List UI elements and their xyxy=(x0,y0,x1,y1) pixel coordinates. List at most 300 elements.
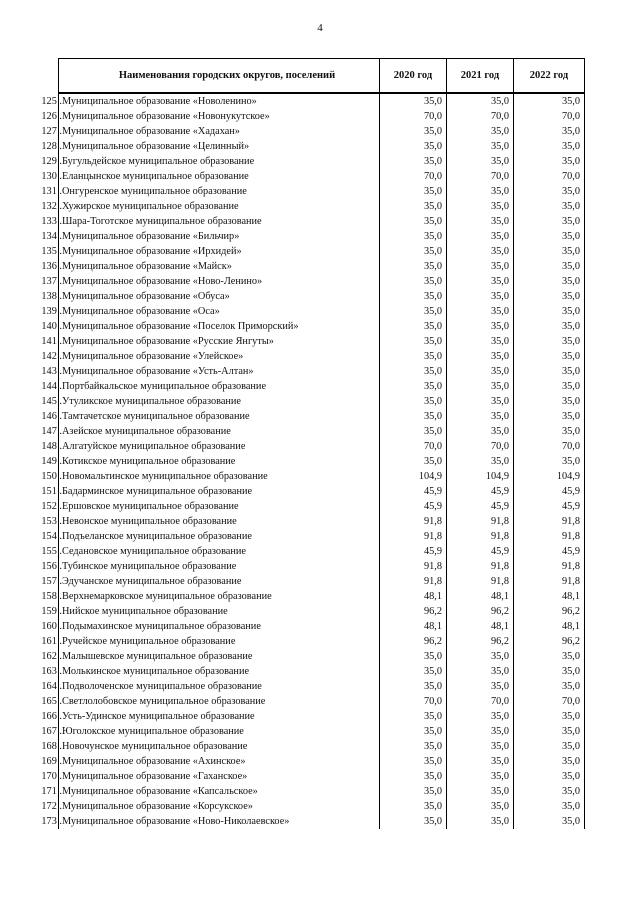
value-2022: 70,0 xyxy=(514,439,585,454)
row-name-cell xyxy=(41,724,380,739)
value-2020: 104,9 xyxy=(380,469,447,484)
value-2022: 35,0 xyxy=(514,334,585,349)
value-2021: 91,8 xyxy=(447,514,514,529)
table-row xyxy=(59,184,585,199)
value-2020: 35,0 xyxy=(380,229,447,244)
row-number: 142 . xyxy=(41,351,62,362)
row-name-cell xyxy=(41,544,380,559)
table-row xyxy=(59,649,585,664)
table-row xyxy=(59,559,585,574)
row-number: 126 . xyxy=(41,111,62,122)
value-2022: 45,9 xyxy=(514,484,585,499)
row-number: 148 . xyxy=(41,441,62,452)
municipality-name: Муниципальное образование «Хадахан» xyxy=(62,126,240,137)
value-2021: 35,0 xyxy=(447,93,514,109)
value-2022: 35,0 xyxy=(514,379,585,394)
value-2022: 35,0 xyxy=(514,244,585,259)
value-2021: 70,0 xyxy=(447,439,514,454)
municipality-name: Муниципальное образование «Бильчир» xyxy=(62,231,240,242)
value-2020: 35,0 xyxy=(380,409,447,424)
column-header-2020: 2020 год xyxy=(380,59,447,94)
value-2022: 35,0 xyxy=(514,679,585,694)
row-name-cell xyxy=(41,529,380,544)
table-row xyxy=(59,229,585,244)
value-2021: 35,0 xyxy=(447,229,514,244)
value-2022: 35,0 xyxy=(514,259,585,274)
value-2021: 35,0 xyxy=(447,769,514,784)
value-2022: 35,0 xyxy=(514,184,585,199)
value-2022: 35,0 xyxy=(514,424,585,439)
value-2021: 35,0 xyxy=(447,784,514,799)
value-2022: 35,0 xyxy=(514,784,585,799)
municipality-name: Еланцынское муниципальное образование xyxy=(62,171,249,182)
value-2020: 35,0 xyxy=(380,679,447,694)
row-number: 147 . xyxy=(41,426,62,437)
row-name-cell xyxy=(41,214,380,229)
row-name-cell xyxy=(41,754,380,769)
row-name-cell xyxy=(41,814,380,829)
municipality-name: Муниципальное образование «Поселок Приморский» xyxy=(62,321,299,332)
table-header-row xyxy=(59,59,585,94)
value-2022: 35,0 xyxy=(514,754,585,769)
municipality-name: Подымахинское муниципальное образование xyxy=(62,621,261,632)
value-2021: 35,0 xyxy=(447,289,514,304)
row-name-cell xyxy=(41,799,380,814)
value-2021: 35,0 xyxy=(447,124,514,139)
value-2022: 35,0 xyxy=(514,709,585,724)
value-2021: 35,0 xyxy=(447,679,514,694)
value-2021: 91,8 xyxy=(447,574,514,589)
row-number: 167 . xyxy=(41,726,62,737)
value-2020: 35,0 xyxy=(380,244,447,259)
value-2021: 35,0 xyxy=(447,649,514,664)
municipality-name: Муниципальное образование «Новонукутское» xyxy=(62,111,270,122)
table-row xyxy=(59,139,585,154)
value-2020: 35,0 xyxy=(380,424,447,439)
row-number: 133 . xyxy=(41,216,62,227)
municipality-name: Тубинское муниципальное образование xyxy=(62,561,237,572)
municipality-name: Бадарминское муниципальное образование xyxy=(62,486,253,497)
row-name-cell xyxy=(41,709,380,724)
value-2020: 35,0 xyxy=(380,454,447,469)
value-2022: 35,0 xyxy=(514,739,585,754)
value-2020: 35,0 xyxy=(380,274,447,289)
value-2020: 35,0 xyxy=(380,739,447,754)
value-2022: 35,0 xyxy=(514,229,585,244)
municipality-name: Невонское муниципальное образование xyxy=(62,516,237,527)
value-2021: 45,9 xyxy=(447,484,514,499)
table-row xyxy=(59,739,585,754)
row-number: 127 . xyxy=(41,126,62,137)
value-2020: 35,0 xyxy=(380,769,447,784)
value-2022: 35,0 xyxy=(514,454,585,469)
value-2020: 35,0 xyxy=(380,784,447,799)
row-name-cell xyxy=(41,664,380,679)
value-2020: 35,0 xyxy=(380,259,447,274)
value-2022: 35,0 xyxy=(514,799,585,814)
row-number: 138 . xyxy=(41,291,62,302)
row-number: 140 . xyxy=(41,321,62,332)
value-2021: 91,8 xyxy=(447,529,514,544)
value-2022: 91,8 xyxy=(514,559,585,574)
value-2021: 35,0 xyxy=(447,379,514,394)
value-2021: 91,8 xyxy=(447,559,514,574)
table-row xyxy=(59,679,585,694)
value-2020: 96,2 xyxy=(380,604,447,619)
row-number: 143 . xyxy=(41,366,62,377)
municipality-name: Шара-Тоготское муниципальное образование xyxy=(62,216,262,227)
value-2020: 70,0 xyxy=(380,169,447,184)
value-2021: 70,0 xyxy=(447,169,514,184)
row-name-cell xyxy=(41,349,380,364)
municipality-name: Нийское муниципальное образование xyxy=(62,606,228,617)
value-2022: 35,0 xyxy=(514,289,585,304)
municipality-name: Утуликское муниципальное образование xyxy=(62,396,242,407)
municipality-name: Муниципальное образование «Усть-Алтан» xyxy=(62,366,254,377)
value-2020: 45,9 xyxy=(380,499,447,514)
row-name-cell xyxy=(41,574,380,589)
value-2020: 35,0 xyxy=(380,93,447,109)
municipality-name: Муниципальное образование «Гаханское» xyxy=(62,771,248,782)
municipality-name: Муниципальное образование «Русские Янгуты» xyxy=(62,336,274,347)
row-number: 154 . xyxy=(41,531,62,542)
value-2020: 35,0 xyxy=(380,334,447,349)
table-row xyxy=(59,379,585,394)
value-2022: 70,0 xyxy=(514,694,585,709)
value-2022: 48,1 xyxy=(514,589,585,604)
row-number: 153 . xyxy=(41,516,62,527)
table-row xyxy=(59,124,585,139)
value-2021: 48,1 xyxy=(447,619,514,634)
value-2020: 91,8 xyxy=(380,514,447,529)
value-2020: 35,0 xyxy=(380,139,447,154)
table-row xyxy=(59,349,585,364)
table-row xyxy=(59,199,585,214)
table-row xyxy=(59,259,585,274)
value-2020: 35,0 xyxy=(380,124,447,139)
table-row xyxy=(59,469,585,484)
municipality-name: Алгатуйское муниципальное образование xyxy=(62,441,246,452)
value-2022: 35,0 xyxy=(514,649,585,664)
table-row xyxy=(59,799,585,814)
municipality-name: Муниципальное образование «Улейское» xyxy=(62,351,244,362)
row-number: 161 . xyxy=(41,636,62,647)
table-row xyxy=(59,109,585,124)
row-number: 159 . xyxy=(41,606,62,617)
row-number: 173 . xyxy=(41,816,62,827)
value-2020: 48,1 xyxy=(380,589,447,604)
value-2022: 35,0 xyxy=(514,664,585,679)
value-2022: 35,0 xyxy=(514,319,585,334)
value-2022: 35,0 xyxy=(514,124,585,139)
value-2022: 35,0 xyxy=(514,154,585,169)
row-name-cell xyxy=(41,154,380,169)
table-row xyxy=(59,499,585,514)
value-2022: 96,2 xyxy=(514,634,585,649)
table-row xyxy=(59,664,585,679)
row-number: 157 . xyxy=(41,576,62,587)
value-2020: 35,0 xyxy=(380,304,447,319)
row-name-cell xyxy=(41,469,380,484)
municipality-name: Муниципальное образование «Новоленино» xyxy=(62,96,257,107)
value-2022: 70,0 xyxy=(514,169,585,184)
row-number: 162 . xyxy=(41,651,62,662)
municipality-name: Подъеланское муниципальное образование xyxy=(62,531,252,542)
value-2020: 35,0 xyxy=(380,709,447,724)
municipality-name: Муниципальное образование «Оса» xyxy=(62,306,220,317)
municipality-name: Муниципальное образование «Ново-Николаевское» xyxy=(62,816,290,827)
value-2020: 96,2 xyxy=(380,634,447,649)
row-name-cell xyxy=(41,244,380,259)
value-2021: 35,0 xyxy=(447,154,514,169)
row-name-cell xyxy=(41,514,380,529)
row-name-cell xyxy=(41,139,380,154)
value-2022: 35,0 xyxy=(514,364,585,379)
value-2022: 35,0 xyxy=(514,304,585,319)
municipality-name: Бугульдейское муниципальное образование xyxy=(62,156,255,167)
value-2022: 104,9 xyxy=(514,469,585,484)
value-2020: 35,0 xyxy=(380,379,447,394)
row-name-cell xyxy=(41,769,380,784)
municipality-name: Подволоченское муниципальное образование xyxy=(62,681,262,692)
table-row xyxy=(59,409,585,424)
municipality-name: Муниципальное образование «Ново-Ленино» xyxy=(62,276,263,287)
table-row xyxy=(59,529,585,544)
value-2021: 35,0 xyxy=(447,424,514,439)
row-number: 169 . xyxy=(41,756,62,767)
value-2022: 35,0 xyxy=(514,394,585,409)
row-name-cell xyxy=(41,604,380,619)
row-number: 164 . xyxy=(41,681,62,692)
value-2021: 35,0 xyxy=(447,139,514,154)
table-row xyxy=(59,439,585,454)
table-row xyxy=(59,334,585,349)
municipality-name: Усть-Удинское муниципальное образование xyxy=(62,711,255,722)
municipality-name: Седановское муниципальное образование xyxy=(62,546,246,557)
table-row xyxy=(59,424,585,439)
value-2021: 96,2 xyxy=(447,604,514,619)
row-number: 171 . xyxy=(41,786,62,797)
value-2021: 96,2 xyxy=(447,634,514,649)
row-number: 130 . xyxy=(41,171,62,182)
value-2021: 35,0 xyxy=(447,664,514,679)
table-row xyxy=(59,289,585,304)
value-2022: 35,0 xyxy=(514,814,585,829)
table-row xyxy=(59,394,585,409)
table-row xyxy=(59,619,585,634)
table-row xyxy=(59,694,585,709)
row-name-cell xyxy=(41,304,380,319)
allocation-table xyxy=(41,58,585,829)
value-2021: 45,9 xyxy=(447,544,514,559)
municipality-name: Новомальтинское муниципальное образование xyxy=(62,471,268,482)
municipality-name: Муниципальное образование «Ахинское» xyxy=(62,756,246,767)
table-row xyxy=(59,274,585,289)
value-2021: 35,0 xyxy=(447,319,514,334)
value-2020: 35,0 xyxy=(380,349,447,364)
row-number: 150 . xyxy=(41,471,62,482)
row-name-cell xyxy=(41,784,380,799)
table-row xyxy=(59,709,585,724)
row-name-cell xyxy=(41,409,380,424)
row-number: 135 . xyxy=(41,246,62,257)
value-2022: 35,0 xyxy=(514,93,585,109)
table-row xyxy=(59,784,585,799)
value-2021: 35,0 xyxy=(447,259,514,274)
value-2022: 96,2 xyxy=(514,604,585,619)
table-row xyxy=(59,319,585,334)
column-header-2022: 2022 год xyxy=(514,59,585,94)
row-name-cell xyxy=(41,169,380,184)
value-2020: 35,0 xyxy=(380,394,447,409)
table-row xyxy=(59,93,585,109)
row-name-cell xyxy=(41,619,380,634)
municipality-name: Верхнемарковское муниципальное образование xyxy=(62,591,272,602)
municipality-name: Ершовское муниципальное образование xyxy=(62,501,239,512)
municipality-name: Портбайкальское муниципальное образование xyxy=(62,381,267,392)
value-2020: 35,0 xyxy=(380,214,447,229)
value-2021: 35,0 xyxy=(447,799,514,814)
page-number: 4 xyxy=(317,22,323,34)
table-row xyxy=(59,169,585,184)
value-2020: 35,0 xyxy=(380,199,447,214)
row-number: 151 . xyxy=(41,486,62,497)
row-number: 149 . xyxy=(41,456,62,467)
municipality-name: Муниципальное образование «Обуса» xyxy=(62,291,230,302)
value-2021: 35,0 xyxy=(447,214,514,229)
municipality-name: Муниципальное образование «Целинный» xyxy=(62,141,250,152)
value-2022: 35,0 xyxy=(514,139,585,154)
municipality-name: Юголокское муниципальное образование xyxy=(62,726,244,737)
value-2022: 35,0 xyxy=(514,274,585,289)
value-2022: 91,8 xyxy=(514,529,585,544)
value-2021: 35,0 xyxy=(447,364,514,379)
row-number: 132 . xyxy=(41,201,62,212)
municipality-name: Муниципальное образование «Капсальское» xyxy=(62,786,258,797)
column-header-2021: 2021 год xyxy=(447,59,514,94)
value-2022: 35,0 xyxy=(514,724,585,739)
value-2020: 35,0 xyxy=(380,289,447,304)
municipality-name: Светлолобовское муниципальное образование xyxy=(62,696,266,707)
value-2020: 35,0 xyxy=(380,814,447,829)
value-2022: 35,0 xyxy=(514,349,585,364)
value-2022: 48,1 xyxy=(514,619,585,634)
value-2021: 70,0 xyxy=(447,109,514,124)
row-number: 136 . xyxy=(41,261,62,272)
value-2020: 45,9 xyxy=(380,484,447,499)
value-2020: 35,0 xyxy=(380,319,447,334)
row-name-cell xyxy=(41,739,380,754)
row-name-cell xyxy=(41,424,380,439)
row-number: 170 . xyxy=(41,771,62,782)
row-name-cell xyxy=(41,559,380,574)
value-2020: 70,0 xyxy=(380,109,447,124)
row-number: 137 . xyxy=(41,276,62,287)
table-row xyxy=(59,304,585,319)
row-name-cell xyxy=(41,184,380,199)
table-row xyxy=(59,484,585,499)
row-number: 134 . xyxy=(41,231,62,242)
municipality-name: Онгуренское муниципальное образование xyxy=(62,186,247,197)
row-number: 129 . xyxy=(41,156,62,167)
value-2021: 35,0 xyxy=(447,394,514,409)
value-2022: 35,0 xyxy=(514,199,585,214)
table-row xyxy=(59,364,585,379)
row-name-cell xyxy=(41,334,380,349)
row-number: 145 . xyxy=(41,396,62,407)
municipality-name: Эдучанское муниципальное образование xyxy=(62,576,242,587)
value-2021: 35,0 xyxy=(447,274,514,289)
value-2020: 35,0 xyxy=(380,754,447,769)
table-row xyxy=(59,574,585,589)
value-2022: 70,0 xyxy=(514,109,585,124)
row-number: 155 . xyxy=(41,546,62,557)
row-name-cell xyxy=(41,694,380,709)
value-2020: 35,0 xyxy=(380,649,447,664)
value-2020: 70,0 xyxy=(380,439,447,454)
value-2020: 35,0 xyxy=(380,799,447,814)
value-2021: 35,0 xyxy=(447,304,514,319)
row-name-cell xyxy=(41,484,380,499)
row-name-cell xyxy=(41,439,380,454)
row-number: 152 . xyxy=(41,501,62,512)
municipality-name: Тамтачетское муниципальное образование xyxy=(62,411,250,422)
row-number: 160 . xyxy=(41,621,62,632)
value-2021: 48,1 xyxy=(447,589,514,604)
row-number: 146 . xyxy=(41,411,62,422)
value-2022: 35,0 xyxy=(514,769,585,784)
municipality-name: Молькинское муниципальное образование xyxy=(62,666,250,677)
value-2020: 70,0 xyxy=(380,694,447,709)
row-number: 141 . xyxy=(41,336,62,347)
value-2021: 35,0 xyxy=(447,349,514,364)
table-row xyxy=(59,769,585,784)
table-row xyxy=(59,544,585,559)
row-name-cell xyxy=(41,379,380,394)
value-2021: 35,0 xyxy=(447,199,514,214)
table-row xyxy=(59,754,585,769)
value-2020: 48,1 xyxy=(380,619,447,634)
row-name-cell xyxy=(41,319,380,334)
value-2021: 35,0 xyxy=(447,739,514,754)
value-2020: 35,0 xyxy=(380,364,447,379)
value-2021: 35,0 xyxy=(447,724,514,739)
table-row xyxy=(59,589,585,604)
row-number: 158 . xyxy=(41,591,62,602)
value-2021: 70,0 xyxy=(447,694,514,709)
value-2021: 45,9 xyxy=(447,499,514,514)
row-name-cell xyxy=(41,454,380,469)
table-row xyxy=(59,214,585,229)
row-name-cell xyxy=(41,394,380,409)
row-name-cell xyxy=(41,679,380,694)
value-2022: 35,0 xyxy=(514,214,585,229)
table-row xyxy=(59,514,585,529)
value-2020: 45,9 xyxy=(380,544,447,559)
value-2022: 45,9 xyxy=(514,544,585,559)
municipality-name: Муниципальное образование «Майск» xyxy=(62,261,232,272)
value-2022: 35,0 xyxy=(514,409,585,424)
row-number: 128 . xyxy=(41,141,62,152)
table-row xyxy=(59,154,585,169)
table-row xyxy=(59,724,585,739)
value-2021: 35,0 xyxy=(447,709,514,724)
value-2021: 35,0 xyxy=(447,334,514,349)
value-2022: 45,9 xyxy=(514,499,585,514)
table-row xyxy=(59,814,585,829)
row-number: 166 . xyxy=(41,711,62,722)
value-2021: 35,0 xyxy=(447,454,514,469)
